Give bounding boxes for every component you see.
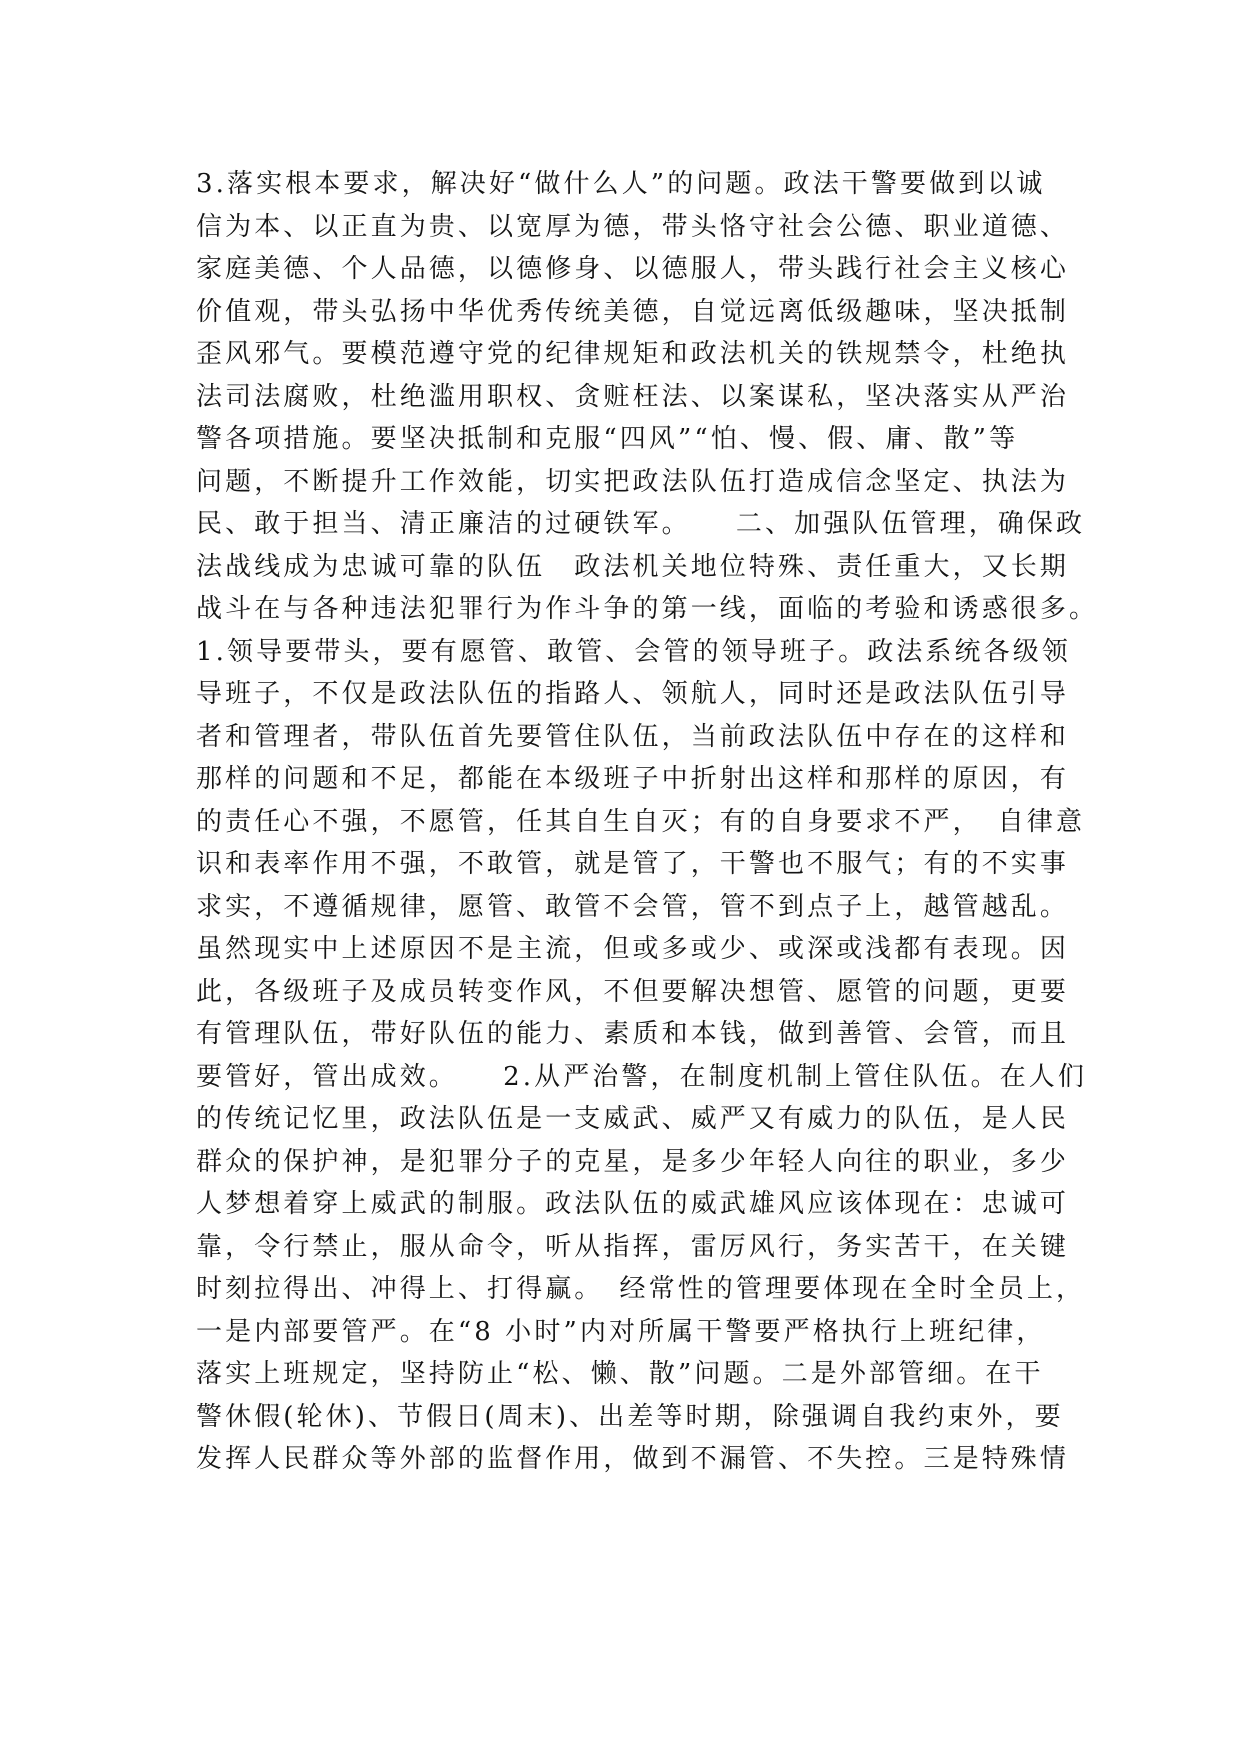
- text-line: 家庭美德、个人品德，以德修身、以德服人，带头践行社会主义核心: [196, 254, 1070, 284]
- text-line: 问题，不断提升工作效能，切实把政法队伍打造成信念坚定、执法为: [196, 466, 1070, 497]
- text-line: 价值观，带头弘扬中华优秀传统美德，自觉远离低级趣味，坚决抵制: [196, 296, 1070, 327]
- text-line: 者和管理者，带队伍首先要管住队伍，当前政法队伍中存在的这样和: [196, 721, 1070, 752]
- text-line: 人梦想着穿上威武的制服。政法队伍的威武雄风应该体现在：忠诚可: [196, 1189, 1070, 1219]
- text-line: 歪风邪气。要模范遵守党的纪律规矩和政法机关的铁规禁令，杜绝执: [196, 339, 1070, 369]
- text-line: 法司法腐败，杜绝滥用职权、贪赃枉法、以案谋私，坚决落实从严治: [196, 381, 1070, 412]
- body-text: [196, 163, 1099, 1481]
- text-line: 一是内部要管严。在“8 小时”内对所属干警要严格执行上班纪律，: [196, 1316, 1046, 1347]
- text-line: 求实，不遵循规律，愿管、敢管不会管，管不到点子上，越管越乱。: [196, 891, 1070, 922]
- text-line: 识和表率作用不强，不敢管，就是管了，干警也不服气；有的不实事: [196, 849, 1070, 879]
- text-line: 时刻拉得出、冲得上、打得赢。 经常性的管理要体现在全时全员上，: [196, 1274, 1086, 1304]
- text-line: 民、敢于担当、清正廉洁的过硬铁军。 二、加强队伍管理，确保政: [196, 509, 1086, 539]
- text-line: 导班子，不仅是政法队伍的指路人、领航人，同时还是政法队伍引导: [196, 679, 1070, 709]
- text-line: 落实上班规定，坚持防止“松、懒、散”问题。二是外部管细。在干: [196, 1359, 1044, 1389]
- text-line: 有管理队伍，带好队伍的能力、素质和本钱，做到善管、会管，而且: [196, 1019, 1070, 1049]
- text-line: 警各项措施。要坚决抵制和克服“四风”“怕、慢、假、庸、散”等: [196, 424, 1019, 454]
- text-line: 此，各级班子及成员转变作风，不但要解决想管、愿管的问题，更要: [196, 976, 1070, 1007]
- text-line: 3.落实根本要求，解决好“做什么人”的问题。政法干警要做到以诚: [196, 169, 1046, 199]
- text-line: 法战线成为忠诚可靠的队伍 政法机关地位特殊、责任重大，又长期: [196, 551, 1070, 582]
- text-line: 的责任心不强，不愿管，任其自生自灭；有的自身要求不严， 自律意: [196, 806, 1086, 837]
- text-line: 1.领导要带头，要有愿管、敢管、会管的领导班子。政法系统各级领: [196, 636, 1071, 667]
- text-line: 群众的保护神，是犯罪分子的克星，是多少年轻人向往的职业，多少: [196, 1146, 1070, 1177]
- text-line: 虽然现实中上述原因不是主流，但或多或少、或深或浅都有表现。因: [196, 934, 1070, 964]
- text-line: 警休假(轮休)、节假日(周末)、出差等时期，除强调自我约束外，要: [196, 1401, 1064, 1432]
- text-line: 靠，令行禁止，服从命令，听从指挥，雷厉风行，务实苦干，在关键: [196, 1231, 1070, 1262]
- text-line: 的传统记忆里，政法队伍是一支威武、威严又有威力的队伍，是人民: [196, 1104, 1070, 1134]
- text-line: 战斗在与各种违法犯罪行为作斗争的第一线，面临的考验和诱惑很多。: [196, 594, 1099, 624]
- text-line: 发挥人民群众等外部的监督作用，做到不漏管、不失控。三是特殊情: [196, 1444, 1070, 1474]
- text-line: 要管好，管出成效。 2.从严治警，在制度机制上管住队伍。在人们: [196, 1061, 1088, 1092]
- text-line: 那样的问题和不足，都能在本级班子中折射出这样和那样的原因，有: [196, 764, 1070, 794]
- text-line: 信为本、以正直为贵、以宽厚为德，带头恪守社会公德、职业道德、: [196, 211, 1070, 242]
